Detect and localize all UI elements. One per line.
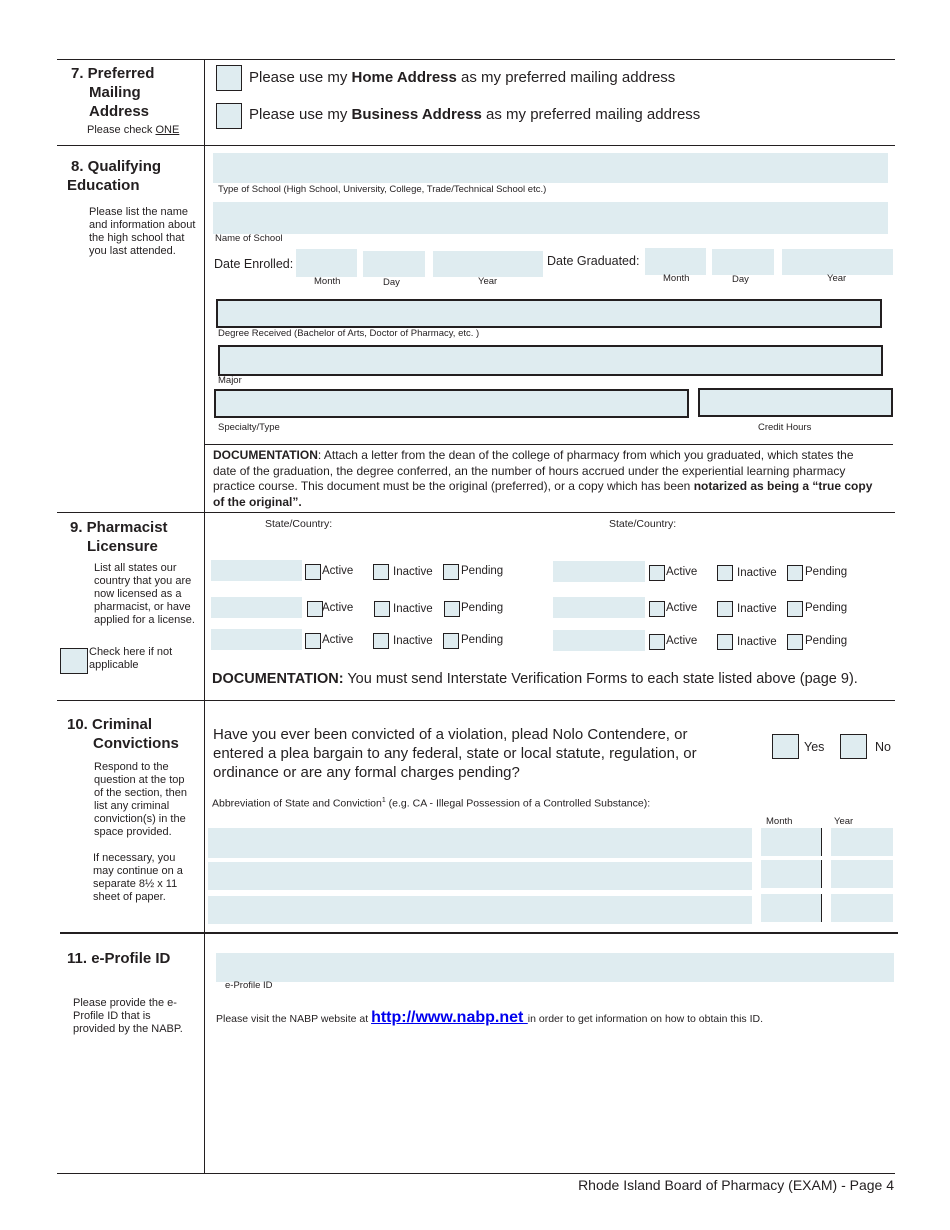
conviction-year-header: Year — [834, 816, 854, 827]
home-address-option-label: Please use my Home Address as my preferred mailing address — [249, 69, 676, 86]
conviction-description-field-1[interactable] — [208, 828, 752, 858]
home-address-checkbox[interactable] — [216, 65, 242, 91]
state-country-label-left: State/Country: — [265, 518, 333, 530]
inactive-label: Inactive — [737, 603, 777, 615]
active-checkbox-right-2[interactable] — [649, 601, 665, 617]
conviction-yes-label: Yes — [804, 740, 825, 754]
active-checkbox-left-1[interactable] — [305, 564, 321, 580]
pending-label: Pending — [461, 602, 504, 614]
section-11-description: Please provide the e-Profile ID that is provided by the NABP. — [73, 997, 183, 1035]
rule-10-11 — [60, 932, 898, 934]
pending-label: Pending — [805, 602, 848, 614]
degree-field[interactable] — [216, 299, 882, 328]
state-field-left-2[interactable] — [211, 597, 302, 618]
section-11-title: 11. e-Profile ID — [67, 950, 171, 967]
graduated-year-field[interactable] — [782, 249, 893, 275]
rule-bottom — [57, 1173, 895, 1174]
graduated-month-label: Month — [663, 273, 690, 284]
state-country-label-right: State/Country: — [609, 518, 677, 530]
pending-label: Pending — [461, 565, 504, 577]
inactive-checkbox-right-3[interactable] — [717, 634, 733, 650]
inactive-checkbox-left-2[interactable] — [374, 601, 390, 617]
enrolled-month-label: Month — [314, 276, 341, 287]
school-name-field[interactable] — [213, 202, 888, 234]
inactive-label: Inactive — [393, 603, 433, 615]
credit-hours-field[interactable] — [698, 388, 893, 417]
section-8-title: 8. Qualifying Education — [67, 158, 162, 194]
pending-checkbox-left-1[interactable] — [443, 564, 459, 580]
active-label: Active — [322, 565, 354, 577]
pending-checkbox-right-1[interactable] — [787, 565, 803, 581]
inactive-label: Inactive — [737, 636, 777, 648]
pending-label: Pending — [805, 635, 848, 647]
enrolled-month-field[interactable] — [296, 249, 357, 277]
inactive-label: Inactive — [737, 567, 777, 579]
graduated-day-field[interactable] — [712, 249, 774, 275]
active-checkbox-left-2[interactable] — [307, 601, 323, 617]
section-7-note: Please check ONE — [87, 124, 180, 136]
pending-checkbox-right-3[interactable] — [787, 634, 803, 650]
conviction-no-checkbox[interactable] — [840, 734, 867, 759]
pending-label: Pending — [805, 566, 848, 578]
school-type-field[interactable] — [213, 153, 888, 183]
major-label: Major — [218, 375, 242, 386]
inactive-checkbox-left-3[interactable] — [373, 633, 389, 649]
conviction-year-field-1[interactable] — [831, 828, 893, 856]
active-label: Active — [322, 634, 354, 646]
not-applicable-label: Check here if not applicable — [89, 646, 173, 671]
section-9-documentation: DOCUMENTATION: You must send Interstate Verification Forms to each state listed above (page 9). — [212, 671, 858, 687]
state-field-right-2[interactable] — [553, 597, 645, 618]
rule-8-9 — [57, 512, 895, 513]
pending-checkbox-left-2[interactable] — [444, 601, 460, 617]
rule-7-8 — [57, 145, 895, 146]
degree-label: Degree Received (Bachelor of Arts, Doctor of Pharmacy, etc. ) — [218, 328, 480, 339]
active-label: Active — [666, 566, 698, 578]
pending-checkbox-right-2[interactable] — [787, 601, 803, 617]
conviction-month-field-3[interactable] — [761, 894, 822, 922]
inactive-checkbox-right-2[interactable] — [717, 601, 733, 617]
column-divider — [204, 59, 205, 1173]
section-9-title: 9. Pharmacist Licensure — [70, 519, 168, 555]
active-label: Active — [666, 635, 698, 647]
graduated-day-label: Day — [732, 274, 749, 285]
section-9-description: List all states our country that you are now licensed as a pharmacist, or have applied for a license. — [94, 562, 195, 626]
major-field[interactable] — [218, 345, 883, 376]
pending-checkbox-left-3[interactable] — [443, 633, 459, 649]
inactive-label: Inactive — [393, 566, 433, 578]
inactive-checkbox-left-1[interactable] — [373, 564, 389, 580]
credit-hours-label: Credit Hours — [758, 422, 812, 433]
section-10-description: Respond to the question at the top of the section, then list any criminal conviction(s) in the space provided. — [94, 761, 187, 838]
school-type-label: Type of School (High School, University, College, Trade/Technical School etc.) — [218, 184, 547, 195]
inactive-checkbox-right-1[interactable] — [717, 565, 733, 581]
school-name-label: Name of School — [215, 233, 283, 244]
business-address-checkbox[interactable] — [216, 103, 242, 129]
conviction-year-field-3[interactable] — [831, 894, 893, 922]
graduated-year-label: Year — [827, 273, 847, 284]
enrolled-day-label: Day — [383, 277, 400, 288]
state-field-left-1[interactable] — [211, 560, 302, 581]
conviction-year-field-2[interactable] — [831, 860, 893, 888]
eprofile-id-label: e-Profile ID — [225, 980, 273, 991]
conviction-no-label: No — [875, 740, 891, 754]
section-10-title: 10. Criminal Convictions — [67, 716, 179, 752]
nabp-visit-text: Please visit the NABP website at http://www.nabp.net in order to get information on how to obtain this ID. — [216, 1009, 763, 1026]
active-checkbox-left-3[interactable] — [305, 633, 321, 649]
graduated-month-field[interactable] — [645, 248, 706, 275]
conviction-month-header: Month — [766, 816, 793, 827]
section-8-documentation: DOCUMENTATION: Attach a letter from the dean of the college of pharmacy from which you graduated, which states the date of the graduation, the degree conferred, an the number of hours accrued under the experiential learning pharmacy practice course. This document must be the original (preferred), or a copy which has been notarized as being a “true copy of the original”. — [213, 448, 873, 509]
rule-top — [57, 59, 895, 60]
page-footer: Rhode Island Board of Pharmacy (EXAM) - Page 4 — [578, 1177, 894, 1193]
state-field-right-1[interactable] — [553, 561, 645, 582]
conviction-month-field-2[interactable] — [761, 860, 822, 888]
section-7-title: 7. Preferred Mailing Address — [71, 65, 155, 120]
active-label: Active — [322, 602, 354, 614]
enrolled-year-field[interactable] — [433, 251, 543, 277]
conviction-question: Have you ever been convicted of a violation, plead Nolo Contendere, or entered a plea bargain to any federal, state or local statute, regulation, or ordinance or are any formal charges pending? — [213, 726, 697, 781]
enrolled-year-label: Year — [478, 276, 498, 287]
specialty-label: Specialty/Type — [218, 422, 280, 433]
business-address-option-label: Please use my Business Address as my preferred mailing address — [249, 106, 701, 123]
specialty-field[interactable] — [214, 389, 689, 418]
section-8-description: Please list the name and information about the high school that you last attended. — [89, 206, 196, 257]
rule-doc-8 — [205, 444, 893, 445]
date-graduated-label: Date Graduated: — [547, 254, 640, 268]
active-checkbox-right-3[interactable] — [649, 634, 665, 650]
conviction-yes-checkbox[interactable] — [772, 734, 799, 759]
conviction-month-field-1[interactable] — [761, 828, 822, 856]
conviction-abbreviation-label: Abbreviation of State and Conviction$^1$ (e.g. CA - Illegal Possession of a Controlled Substance): — [212, 797, 651, 810]
nabp-website-link[interactable]: http://www.nabp.net — [371, 1009, 528, 1026]
inactive-label: Inactive — [393, 635, 433, 647]
eprofile-id-field[interactable] — [216, 953, 894, 982]
date-enrolled-label: Date Enrolled: — [214, 257, 294, 271]
active-checkbox-right-1[interactable] — [649, 565, 665, 581]
not-applicable-checkbox[interactable] — [60, 648, 88, 674]
pending-label: Pending — [461, 634, 504, 646]
state-field-left-3[interactable] — [211, 629, 302, 650]
section-10-continue-note: If necessary, you may continue on a separate 8½ x 11 sheet of paper. — [93, 852, 183, 903]
state-field-right-3[interactable] — [553, 630, 645, 651]
rule-9-10 — [57, 700, 895, 701]
enrolled-day-field[interactable] — [363, 251, 425, 277]
conviction-description-field-3[interactable] — [208, 896, 752, 924]
conviction-description-field-2[interactable] — [208, 862, 752, 890]
active-label: Active — [666, 602, 698, 614]
